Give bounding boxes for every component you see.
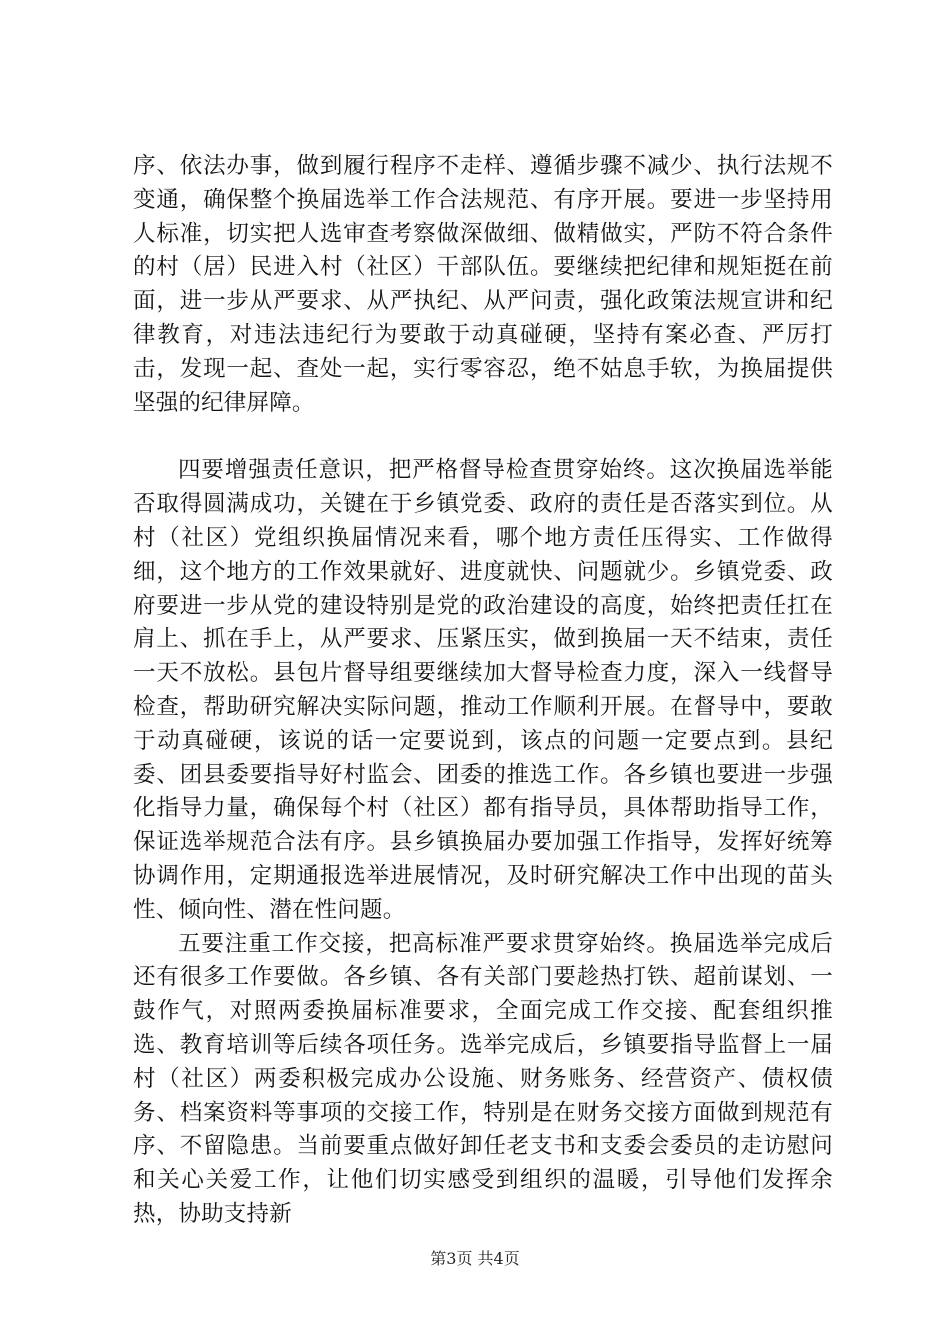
- paragraph-section-four: 四要增强责任意识，把严格督导检查贯穿始终。这次换届选举能否取得圆满成功，关键在于乡镇党委、政府的责任是否落实到位。从村（社区）党组织换届情况来看，哪个地方责任压得实、工作做得细，这个地方的工作效果就好、进度就快、问题就少。乡镇党委、政府要进一步从党的建设特别是党的政治建设的高度，始终把责任扛在肩上、抓在手上，从严要求、压紧压实，做到换届一天不结束，责任一天不放松。县包片督导组要继续加大督导检查力度，深入一线督导检查，帮助研究解决实际问题，推动工作顺利开展。在督导中，要敢于动真碰硬，该说的话一定要说到，该点的问题一定要点到。县纪委、团县委要指导好村监会、团委的推选工作。各乡镇也要进一步强化指导力量，确保每个村（社区）都有指导员，具体帮助指导工作，保证选举规范合法有序。县乡镇换届办要加强工作指导，发挥好统筹协调作用，定期通报选举进展情况，及时研究解决工作中出现的苗头性、倾向性、潜在性问题。: [133, 457, 833, 923]
- page-footer: 第3页 共4页: [430, 1249, 520, 1268]
- document-body: [133, 150, 833, 1232]
- paragraph-continued: 序、依法办事，做到履行程序不走样、遵循步骤不减少、执行法规不变通，确保整个换届选举工作合法规范、有序开展。要进一步坚持用人标准，切实把人选审查考察做深做细、做精做实，严防不符合条件的村（居）民进入村（社区）干部队伍。要继续把纪律和规矩挺在前面，进一步从严要求、从严执纪、从严问责，强化政策法规宣讲和纪律教育，对违法违纪行为要敢于动真碰硬，坚持有案必查、严厉打击，发现一起、查处一起，实行零容忍，绝不姑息手软，为换届提供坚强的纪律屏障。: [133, 153, 833, 416]
- paragraph-section-five: 五要注重工作交接，把高标准严要求贯穿始终。换届选举完成后还有很多工作要做。各乡镇、各有关部门要趁热打铁、超前谋划、一鼓作气，对照两委换届标准要求，全面完成工作交接、配套组织推选、教育培训等后续各项任务。选举完成后，乡镇要指导监督上一届村（社区）两委积极完成办公设施、财务账务、经营资产、债权债务、档案资料等事项的交接工作，特别是在财务交接方面做到规范有序、不留隐患。当前要重点做好卸任老支书和支委会委员的走访慰问和关心关爱工作，让他们切实感受到组织的温暖，引导他们发挥余热，协助支持新: [133, 930, 833, 1227]
- paragraph-gap: [133, 420, 833, 454]
